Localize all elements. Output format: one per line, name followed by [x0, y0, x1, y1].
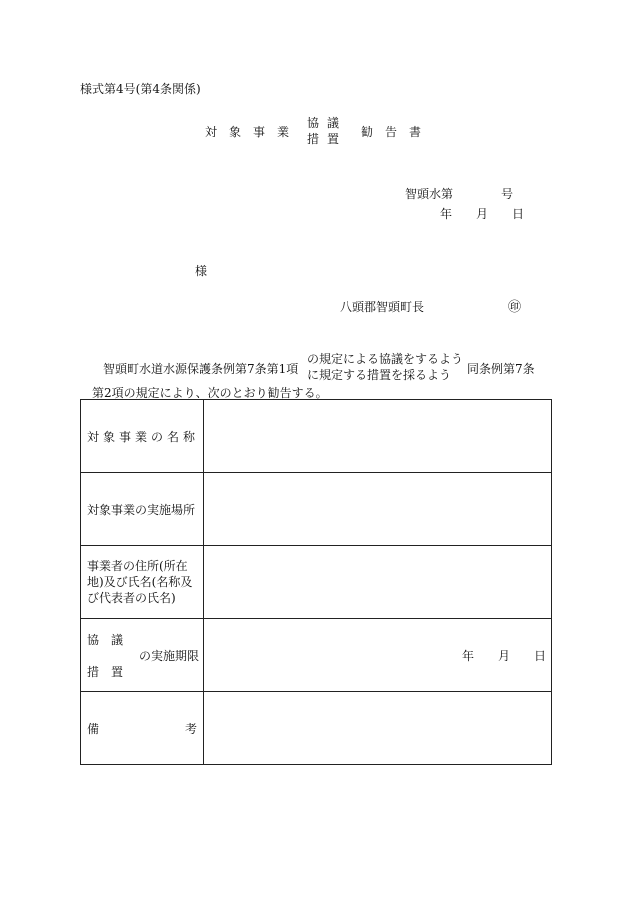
row-label-deadline	[81, 619, 204, 692]
title-suffix: 勧告書	[361, 124, 434, 139]
remarks-left: 備	[87, 722, 100, 736]
value-operator[interactable]	[204, 546, 552, 619]
table-row	[81, 619, 552, 692]
recommendation-table	[80, 399, 552, 765]
row-label-operator: 事業者の住所(所在地)及び氏名(名称及び代表者の氏名)	[81, 546, 204, 619]
table-row	[81, 546, 552, 619]
remarks-right: 考	[185, 722, 198, 736]
table-row	[81, 473, 552, 546]
body-line2: 第2項の規定により、次のとおり勧告する。	[92, 386, 328, 400]
table-row	[81, 400, 552, 473]
body-stack	[307, 351, 463, 383]
seal-mark: ㊞	[508, 300, 522, 315]
value-deadline[interactable]	[204, 619, 552, 692]
body-stack-top: の規定による協議をするよう	[307, 352, 464, 366]
table-row	[81, 692, 552, 765]
deadline-stack-bottom: 措 置	[87, 665, 124, 679]
document-number: 智頭水第 号	[405, 187, 514, 201]
title-stack-bottom: 措置	[307, 132, 348, 146]
deadline-date: 年 月 日	[462, 649, 547, 663]
issue-date: 年 月 日	[440, 207, 525, 221]
deadline-suffix: の実施期限	[139, 649, 200, 663]
value-project-name[interactable]	[204, 400, 552, 473]
row-label-project-location: 対象事業の実施場所	[81, 473, 204, 546]
body-part2: 同条例第7条	[467, 362, 535, 376]
title-prefix: 対象事業	[205, 124, 302, 139]
issuer-name: 八頭郡智頭町長	[340, 300, 425, 314]
form-number: 様式第4号(第4条関係)	[80, 82, 201, 96]
row-label-remarks	[81, 692, 204, 765]
deadline-stack-top: 協 議	[87, 633, 124, 647]
addressee-suffix: 様	[195, 264, 208, 278]
value-project-location[interactable]	[204, 473, 552, 546]
row-label-project-name: 対象事業の名称	[81, 400, 204, 473]
page-title	[205, 115, 433, 147]
body-stack-bottom: に規定する措置を採るよう	[307, 368, 452, 382]
title-stack-top: 協議	[307, 116, 348, 130]
body-part1: 智頭町水道水源保護条例第7条第1項	[103, 362, 299, 376]
title-stack	[307, 115, 347, 147]
value-remarks[interactable]	[204, 692, 552, 765]
